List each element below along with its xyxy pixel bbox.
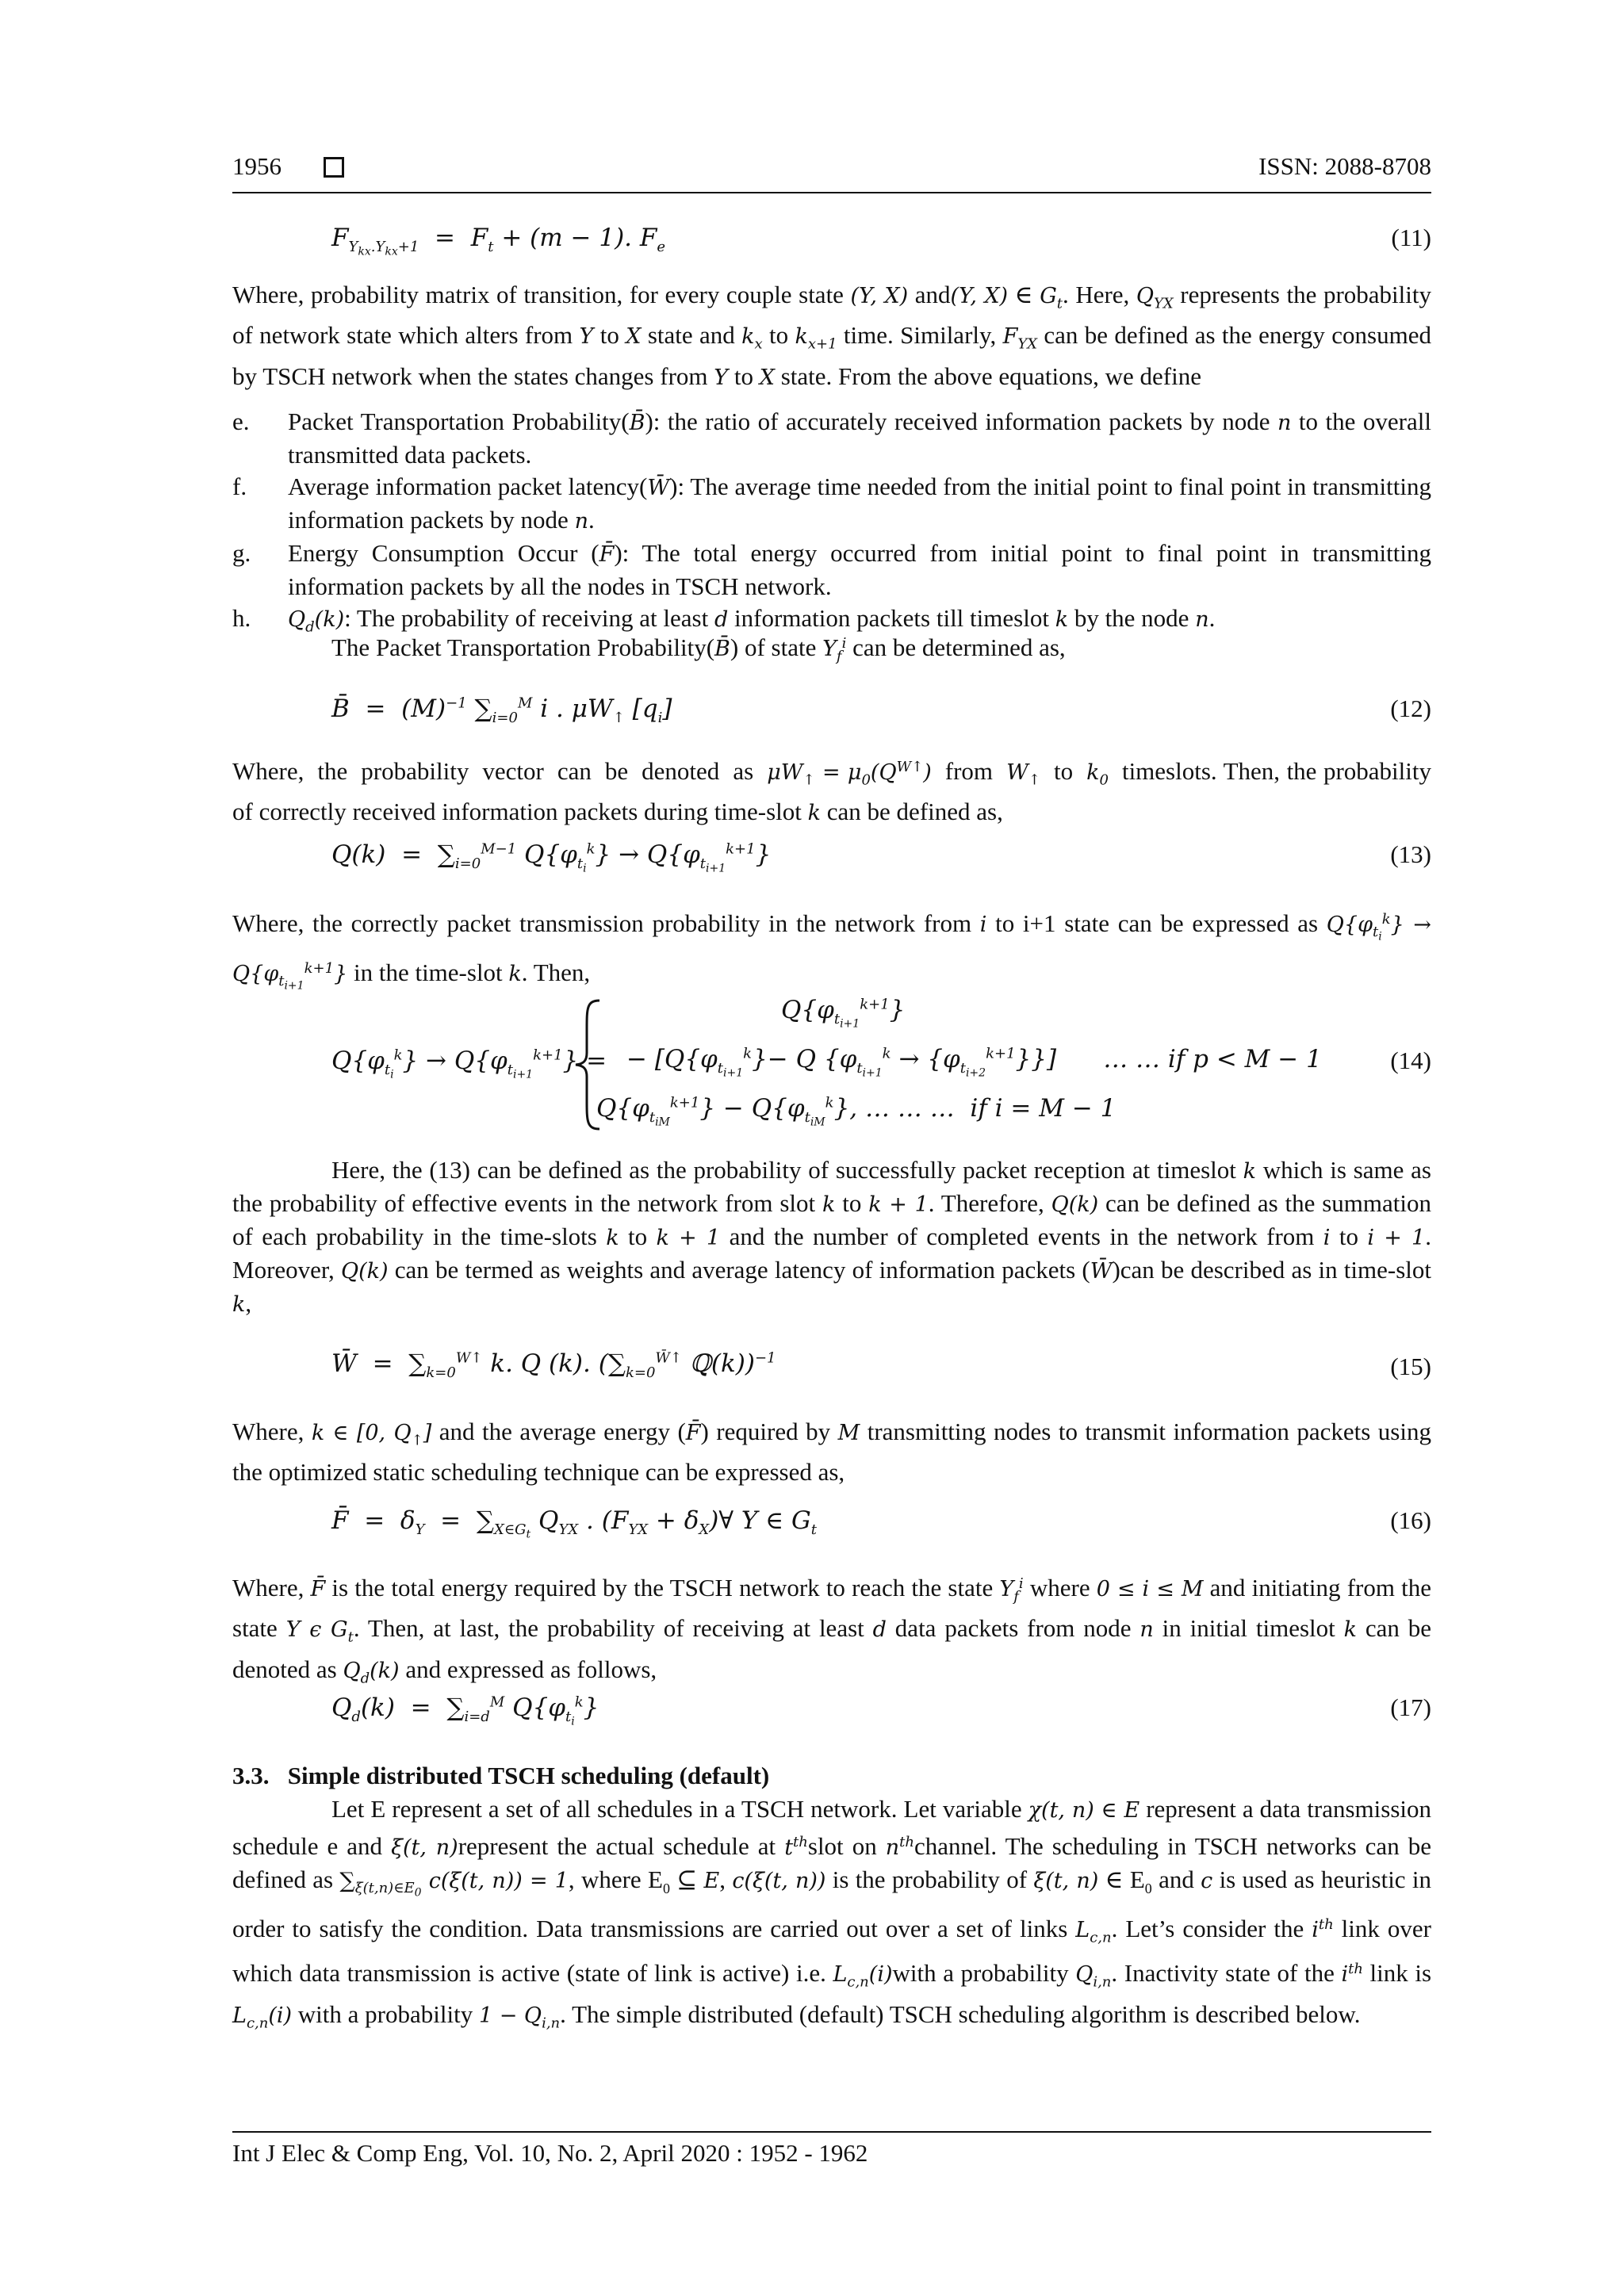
footer-citation: Int J Elec & Comp Eng, Vol. 10, No. 2, April 2020 : 1952 - 1962 (232, 2139, 868, 2167)
paragraph-transmission-probability: Where, the correctly packet transmission probability in the network from i to i+1 state can be expressed as $Q\{\varphi_{t_i}^k\} \to Q\{\varphi_{t_{i+1}}^{k+1}\}$ in the time-slot k. Then, (232, 909, 1431, 993)
equation-number-17: (17) (1390, 1693, 1431, 1721)
paragraph-energy: Where, k ∈ [0, $Q_↑$] and the average energy (F̄) required by M transmitting nodes to transmit information packets using the optimized static scheduling technique can be expressed as, (232, 1418, 1431, 1487)
section-heading: 3.3. Simple distributed TSCH scheduling (default) (232, 1762, 770, 1789)
paragraph-scheduling: Let E represent a set of all schedules in a TSCH network. Let variable χ(t, n) ∈ E represent a data transmission schedule e and ξ(t, n)represent the actual schedule at $t^{th}slot$ on $n^{th}channel$. The scheduling in TSCH networks can be defined as $\sum_{\xi(t,n)\in E_0}$ c(ξ(t, n)) = 1, where $E_0$ ⊆ E, c(ξ(t, n)) is the probability of ξ(t, n) ∈ $E_0$ and c is used as heuristic in order to satisfy the condition. Data transmissions are carried out over a set of links $L_{c,n}$. Let’s consider the $i^{th}$ link over which data transmission is active (state of link is active) i.e. $L_{c,n}(i)with$ a probability $Q_{i,n}$. Inactivity state of the $i^{th}$ link is $L_{c,n}(i)$ with a probability $1 - Q_{i,n}$. The simple distributed (default) TSCH scheduling algorithm is described below. (232, 1795, 1432, 2032)
paragraph-total-energy: Where, F̄ is the total energy required by the TSCH network to reach the state $Y_f^i$ where 0 ≤ i ≤ M and initiating from the state Y ϵ $G_t$. Then, at last, the probability of receiving at least d data packets from node n in initial timeslot k can be denoted as $Q_d(k)$ and expressed as follows, (232, 1574, 1432, 1687)
equation-number-16: (16) (1390, 1506, 1431, 1534)
header-rule (232, 192, 1431, 193)
equation-14-lhs: $Q\{\varphi_{t_i}^k\} \to Q\{\varphi_{t_{i+1}}^{k+1}\}$ = (331, 1047, 607, 1081)
equation-number-15: (15) (1390, 1353, 1431, 1380)
equation-14-case2: $Q\{\varphi_{t_{iM}}^{k+1}\} - Q\{\varphi_{t_{iM}}^k\}$, … … … if i = M − 1 (596, 1094, 1116, 1129)
checkbox-square-icon (324, 157, 344, 178)
equation-16: F̄ = $\delta_Y = \sum_{X\in G_t}$ $Q_{YX}$ . ($F_{YX}$ + $\delta_X)\forall$ Y ∈ $G_t$ (331, 1506, 817, 1541)
equation-number-11: (11) (1391, 224, 1431, 251)
definition-list (232, 406, 1431, 643)
list-item: f. Average information packet latency(W̄): The average time needed from the initial point to final point in transmitting information packets by node n. (232, 473, 1431, 534)
equation-14-case1-top: $Q\{\varphi_{t_{i+1}}^{k+1}\}$ (781, 996, 906, 1031)
footer-rule (232, 2131, 1431, 2133)
paragraph-latency: Here, the (13) can be defined as the probability of successfully packet reception at timeslot k which is same as the probability of effective events in the network from slot k to k + 1. Therefore, Q(k) can be defined as the summation of each probability in the time-slots k to k + 1 and the number of completed events in the network from i to i + 1. Moreover, Q(k) can be termed as weights and average latency of information packets (W̄)can be described as in time-slot k, (232, 1156, 1432, 1317)
equation-number-13: (13) (1390, 840, 1431, 868)
equation-15: W̄ = $\sum_{k=0}^{W↑}$ k. Q (k). ($\sum_{k=0}^{W̄↑}$ ℚ(k))$^{-1}$ (331, 1349, 776, 1382)
equation-11: $F_{Y_{kx}.Y_{kx}+1} = F_t + (m - 1)$. $F_e$ (331, 224, 666, 258)
equation-14-case1-bottom: − [$Q\{\varphi_{t_{i+1}}^k\}- Q$ $\{\varphi_{t_{i+1}}^k \to \{\varphi_{t_{i+2}}^{k+1}\}\}$] … … if p < M − 1 (626, 1045, 1322, 1080)
equation-12: B̄ = $(M)^{-1}$ $\sum_{i=0}^M$ i . $\mu W_↑$ $[q_i]$ (331, 695, 672, 727)
page-number: 1956 (232, 152, 282, 180)
equation-17: $Q_d(k) = \sum_{i=d}^M$ $Q\{\varphi_{t_i}^k\}$ (331, 1693, 599, 1728)
equation-number-12: (12) (1390, 695, 1431, 722)
equation-number-14: (14) (1390, 1047, 1431, 1074)
list-item: g. Energy Consumption Occur (F̄): The total energy occurred from initial point to final point in transmitting information packets by all the nodes in TSCH network. (232, 539, 1432, 600)
list-item: h. $Q_d(k)$: The probability of receiving at least d information packets till timeslot k by the node n. (232, 604, 1216, 636)
paragraph-transition-matrix: Where, probability matrix of transition, for every couple state (Y, X) and(Y, X) ∈ $G_t$. Here, $Q_{YX}$ represents the probability of network state which alters from Y to X state and $k_x$ to $k_{x+1}$ time. Similarly, $F_{YX}$ can be defined as the energy consumed by TSCH network when the states changes from Y to X state. From the above equations, we define (232, 281, 1431, 390)
paragraph-transport-probability: The Packet Transportation Probability(B̄) of state $Y_f^i$ can be determined as, (331, 633, 1066, 665)
list-item: e. Packet Transportation Probability(B̄): the ratio of accurately received information packets by node n to the overall transmitted data packets. (232, 408, 1431, 469)
journal-issn: ISSN: 2088-8708 (1258, 152, 1431, 180)
paragraph-probability-vector: Where, the probability vector can be denoted as $\mu W_↑ = \mu_0(Q^{W↑})$ from $W_↑$ to $k_0$ timeslots. Then, the probability of correctly received information packets during time-slot k can be defined as, (232, 757, 1431, 826)
equation-13: $Q(k) = \sum_{i=0}^{M-1}$ $Q\{\varphi_{t_i}^k\} \to Q\{\varphi_{t_{i+1}}^{k+1}\}$ (331, 840, 772, 875)
